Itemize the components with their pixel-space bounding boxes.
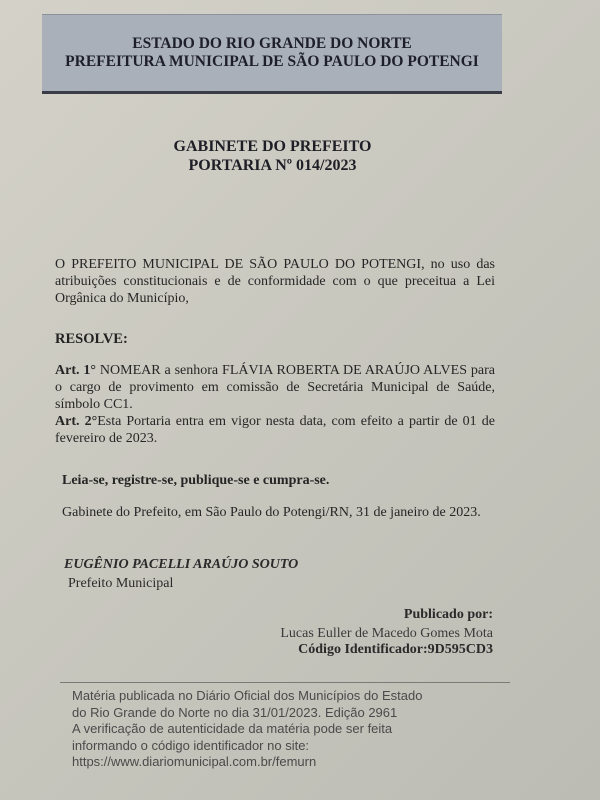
signatory-role: Prefeito Municipal xyxy=(68,576,174,591)
footer-line-1: Matéria publicada no Diário Oficial dos Municípios do Estado xyxy=(72,688,423,703)
footer-line-2: do Rio Grande do Norte no dia 31/01/2023. Edição 2961 xyxy=(72,704,398,720)
place-date: Gabinete do Prefeito, em São Paulo do Potengi/RN, 31 de janeiro de 2023. xyxy=(62,505,481,520)
article-1-text: NOMEAR a senhora FLÁVIA ROBERTA DE ARAÚJO ALVES para o cargo de provimento em comissão de Secretária Municipal de Saúde, símbolo CC1. xyxy=(55,363,495,412)
closing-formula: Leia-se, registre-se, publique-se e cumpra-se. xyxy=(62,473,330,488)
articles-block xyxy=(55,362,495,447)
article-2-text: Esta Portaria entra em vigor nesta data, com efeito a partir de 01 de fevereiro de 2023. xyxy=(55,414,495,446)
office-title: GABINETE DO PREFEITO xyxy=(173,138,372,155)
article-2-label: Art. 2° xyxy=(55,414,98,429)
published-by-label: Publicado por: xyxy=(403,607,493,622)
publisher-name: Lucas Euller de Macedo Gomes Mota xyxy=(280,626,493,641)
municipality-name: PREFEITURA MUNICIPAL DE SÃO PAULO DO POTENGI xyxy=(65,53,479,70)
article-1 xyxy=(55,362,495,413)
footer-url: https://www.diariomunicipal.com.br/femurn xyxy=(72,754,317,769)
resolve-heading: RESOLVE: xyxy=(55,331,128,347)
header-banner xyxy=(42,14,502,94)
publication-footer xyxy=(72,688,502,771)
footer-line-3: A verificação de autenticidade da matéria pode ser feita xyxy=(72,721,393,736)
signatory-name: EUGÊNIO PACELLI ARAÚJO SOUTO xyxy=(64,557,299,572)
footer-line-4: informando o código identificador no site: xyxy=(72,737,310,753)
ordinance-number: PORTARIA Nº 014/2023 xyxy=(188,157,357,174)
footer-divider xyxy=(60,682,510,683)
intro-paragraph: O PREFEITO MUNICIPAL DE SÃO PAULO DO POTENGI, no uso das atribuições constitucionais e de conformidade com o que preceitua a Lei Orgânica do Município, xyxy=(55,257,495,306)
state-name: ESTADO DO RIO GRANDE DO NORTE xyxy=(132,35,412,52)
article-1-label: Art. 1° xyxy=(55,363,96,378)
identifier-code: Código Identificador:9D595CD3 xyxy=(298,642,493,657)
article-2 xyxy=(55,413,495,447)
